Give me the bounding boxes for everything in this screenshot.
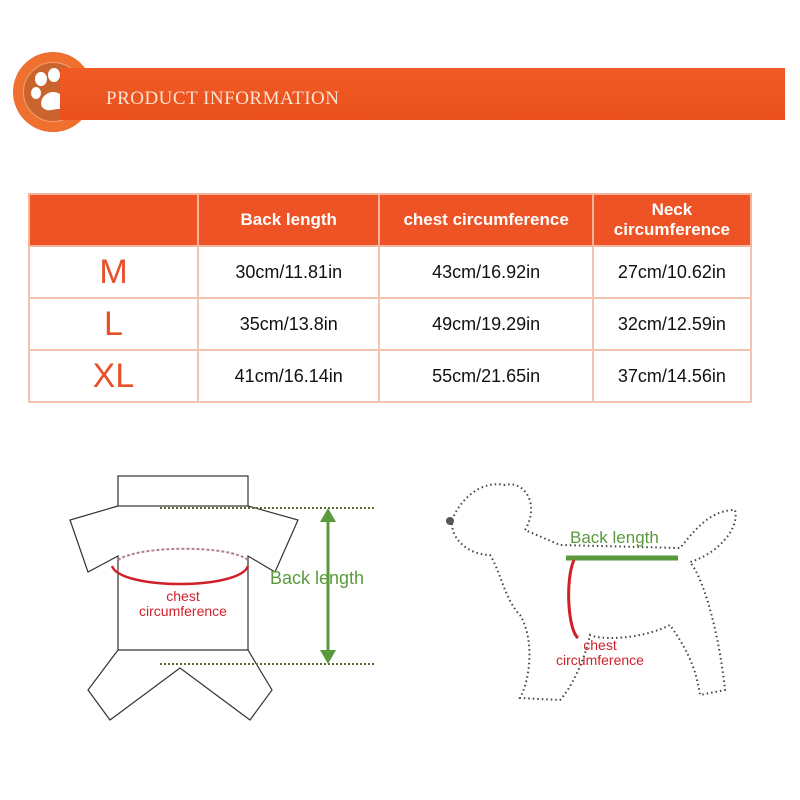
chest-dashed-line <box>118 549 248 560</box>
size-table <box>28 193 752 403</box>
dog-nose-icon <box>446 517 454 525</box>
right-back-length-label: Back length <box>570 528 659 547</box>
left-back-length-label: Back length <box>270 568 365 588</box>
header-cell-size <box>29 194 198 246</box>
right-chest-label-line2: circumference <box>556 652 644 668</box>
neck-cell: 32cm/12.59in <box>593 298 751 350</box>
table-header-row <box>29 194 751 246</box>
neck-cell: 37cm/14.56in <box>593 350 751 402</box>
size-cell: XL <box>29 350 198 402</box>
table-row <box>29 298 751 350</box>
back-cell: 30cm/11.81in <box>198 246 380 298</box>
chest-cell: 49cm/19.29in <box>379 298 592 350</box>
chest-cell: 55cm/21.65in <box>379 350 592 402</box>
left-chest-label-line1: chest <box>166 588 200 604</box>
chest-cell: 43cm/16.92in <box>379 246 592 298</box>
back-cell: 35cm/13.8in <box>198 298 380 350</box>
right-chest-label-line1: chest <box>583 637 617 653</box>
header-cell-chest: chest circumference <box>379 194 592 246</box>
header-cell-back: Back length <box>198 194 380 246</box>
size-cell: M <box>29 246 198 298</box>
header-cell-neck: Neck circumference <box>593 194 751 246</box>
dog-chest-line <box>569 560 578 638</box>
chest-line <box>112 566 248 584</box>
table-row <box>29 350 751 402</box>
left-chest-label-line2: circumference <box>139 603 227 619</box>
left-chest-label <box>118 589 248 619</box>
table-row <box>29 246 751 298</box>
back-cell: 41cm/16.14in <box>198 350 380 402</box>
right-chest-label <box>540 638 660 668</box>
neck-cell: 27cm/10.62in <box>593 246 751 298</box>
header-title: PRODUCT INFORMATION <box>106 88 340 109</box>
size-cell: L <box>29 298 198 350</box>
